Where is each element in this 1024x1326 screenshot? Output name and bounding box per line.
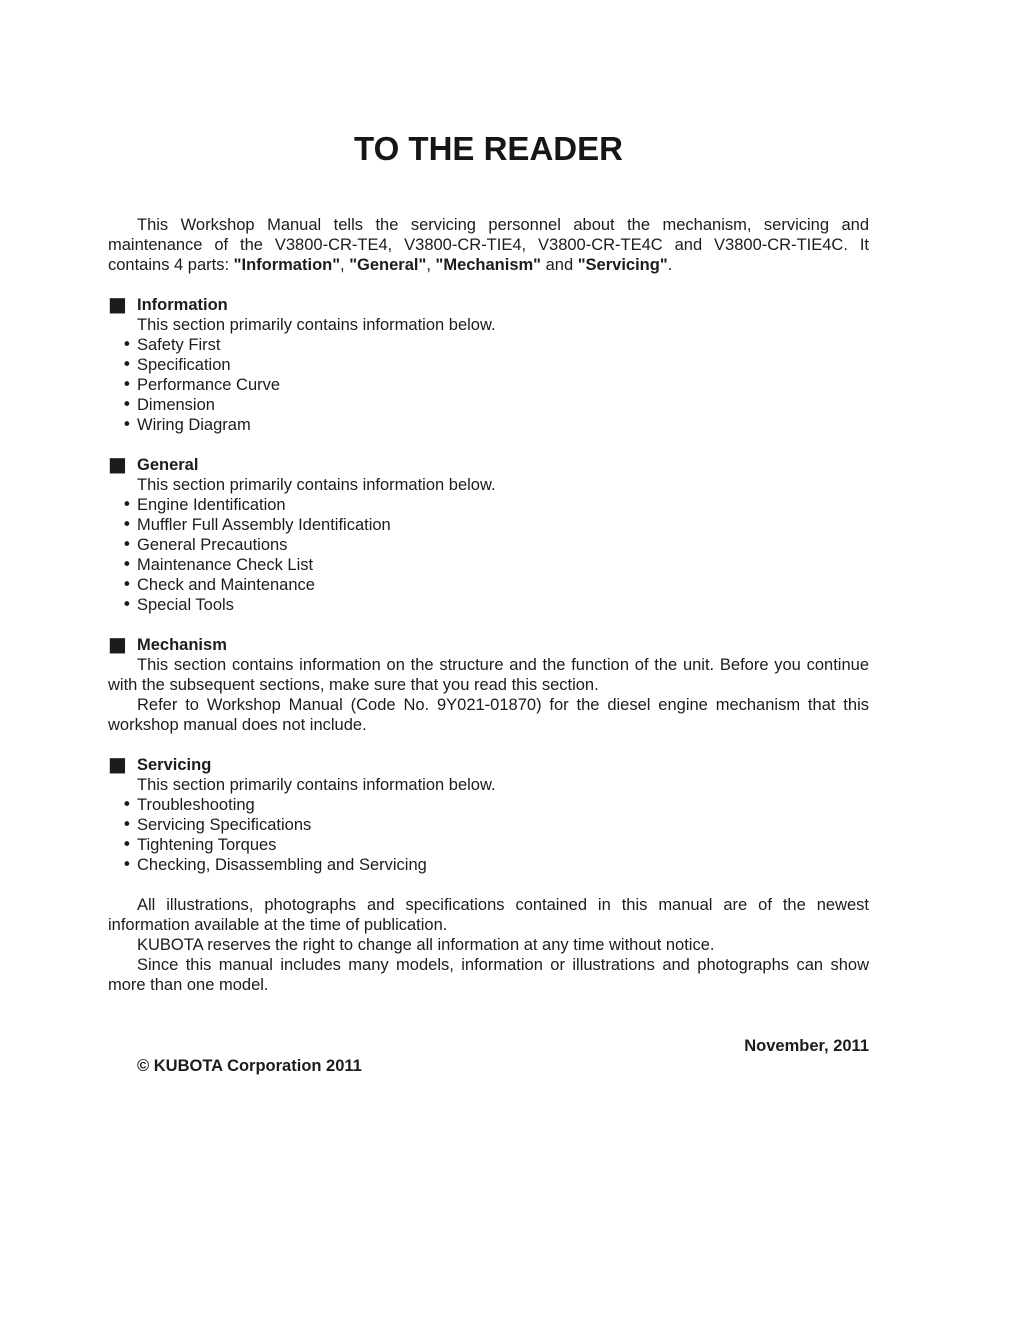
bullet-icon: • <box>122 535 132 554</box>
section-servicing <box>108 752 869 875</box>
bullet-icon: • <box>122 495 132 514</box>
list-item <box>108 395 869 415</box>
list-item <box>108 335 869 355</box>
part-name-servicing: "Servicing" <box>577 256 668 274</box>
bullet-icon: • <box>122 335 132 354</box>
bullet-icon: • <box>122 355 132 374</box>
section-intro: This section primarily contains information below. <box>137 316 496 334</box>
page-title: TO THE READER <box>354 130 623 167</box>
black-square-icon: ■ <box>108 752 127 776</box>
intro-text: This Workshop Manual tells the servicing personnel about the mechanism, servicing and maintenance of the V3800-CR-TE4, V3800-CR-TIE4, V3800-CR-TE4C and V3800-CR-TIE4C. It contains 4 parts: <box>108 216 869 274</box>
closing-paragraph: All illustrations, photographs and specifications contained in this manual are of the newest information available at the time of publication. <box>108 896 869 934</box>
list-item <box>108 835 869 855</box>
publication-date: November, 2011 <box>744 1037 869 1055</box>
list-item-label: Check and Maintenance <box>137 576 315 594</box>
list-item-label: Wiring Diagram <box>137 416 251 434</box>
closing-paragraphs <box>108 895 869 995</box>
section-intro: This section primarily contains information below. <box>137 776 496 794</box>
list-item <box>108 415 869 435</box>
list-item-label: Performance Curve <box>137 376 281 394</box>
section-general <box>108 452 869 615</box>
section-header <box>108 632 869 656</box>
list-item <box>108 355 869 375</box>
section-title: Information <box>137 296 228 314</box>
list-item-label: Servicing Specifications <box>137 816 312 834</box>
list-item-label: Special Tools <box>137 596 234 614</box>
bullet-icon: • <box>122 375 132 394</box>
list-item-label: Engine Identification <box>137 496 286 514</box>
section-title: Mechanism <box>137 636 227 654</box>
list-item-label: Dimension <box>137 396 215 414</box>
separator: and <box>541 256 578 274</box>
section-intro: This section primarily contains information below. <box>137 476 496 494</box>
section-header <box>108 292 869 316</box>
section-header <box>108 752 869 776</box>
bullet-icon: • <box>122 415 132 434</box>
list-item <box>108 815 869 835</box>
bullet-icon: • <box>122 575 132 594</box>
list-item <box>108 575 869 595</box>
separator: , <box>426 256 436 274</box>
list-item <box>108 855 869 875</box>
list-item <box>108 375 869 395</box>
bullet-icon: • <box>122 515 132 534</box>
bullet-icon: • <box>122 815 132 834</box>
section-title: Servicing <box>137 756 212 774</box>
list-item-label: Troubleshooting <box>137 796 255 814</box>
list-item <box>108 495 869 515</box>
black-square-icon: ■ <box>108 292 127 316</box>
list-item <box>108 795 869 815</box>
list-item-label: Specification <box>137 356 231 374</box>
part-name-general: "General" <box>349 256 427 274</box>
list-item <box>108 515 869 535</box>
section-header <box>108 452 869 476</box>
bullet-icon: • <box>122 395 132 414</box>
closing-paragraph: Since this manual includes many models, information or illustrations and photographs can show more than one model. <box>108 956 869 994</box>
list-item-label: Maintenance Check List <box>137 556 314 574</box>
list-item-label: General Precautions <box>137 536 288 554</box>
section-paragraph: This section contains information on the structure and the function of the unit. Before you continue with the subsequent sections, make sure that you read this section. <box>108 656 869 694</box>
closing-paragraph: KUBOTA reserves the right to change all information at any time without notice. <box>137 936 715 954</box>
bullet-icon: • <box>122 555 132 574</box>
period: . <box>667 256 673 274</box>
part-name-mechanism: "Mechanism" <box>435 256 542 274</box>
intro-paragraph <box>108 215 869 275</box>
bullet-icon: • <box>122 795 132 814</box>
list-item-label: Tightening Torques <box>137 836 277 854</box>
part-name-information: "Information" <box>233 256 341 274</box>
black-square-icon: ■ <box>108 632 127 656</box>
page-content <box>108 0 869 1076</box>
list-item <box>108 535 869 555</box>
list-item <box>108 595 869 615</box>
black-square-icon: ■ <box>108 452 127 476</box>
bullet-icon: • <box>122 855 132 874</box>
list-item <box>108 555 869 575</box>
separator: , <box>340 256 350 274</box>
section-paragraph: Refer to Workshop Manual (Code No. 9Y021-01870) for the diesel engine mechanism that this workshop manual does not include. <box>108 696 869 734</box>
list-item-label: Safety First <box>137 336 221 354</box>
bullet-icon: • <box>122 595 132 614</box>
list-item-label: Checking, Disassembling and Servicing <box>137 856 427 874</box>
section-title: General <box>137 456 199 474</box>
section-mechanism <box>108 632 869 735</box>
bullet-icon: • <box>122 835 132 854</box>
list-item-label: Muffler Full Assembly Identification <box>137 516 391 534</box>
copyright-notice: © KUBOTA Corporation 2011 <box>137 1057 362 1075</box>
section-information <box>108 292 869 435</box>
